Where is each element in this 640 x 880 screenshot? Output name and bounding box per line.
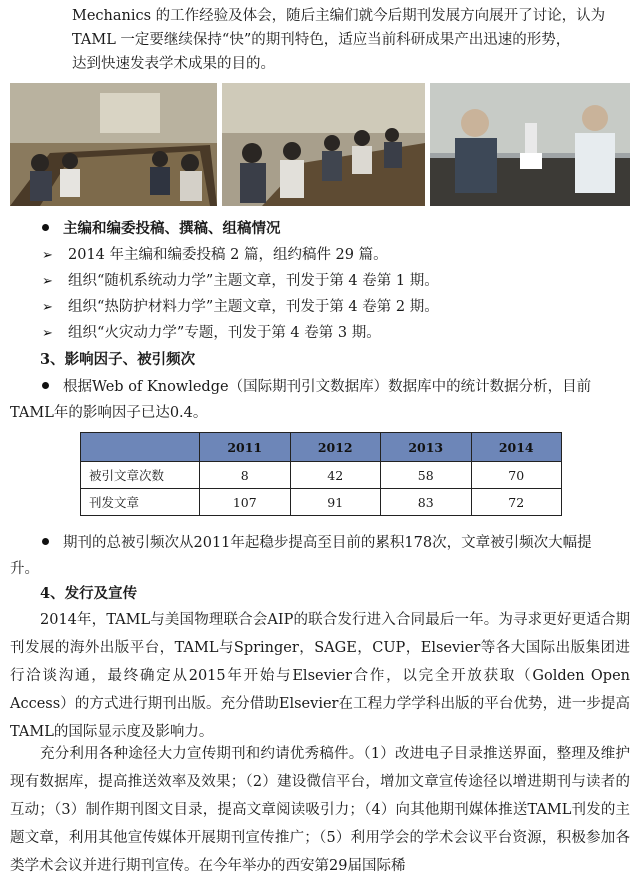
- section-3-heading: 3、影响因子、被引频次: [40, 351, 196, 368]
- editors-conversation-photo: [430, 83, 630, 206]
- meeting-room-photo: [10, 83, 217, 206]
- table-row-label: 刊发文章: [81, 489, 200, 516]
- bullet-icon: [42, 382, 49, 389]
- arrow-bullet-icon: ➢: [42, 248, 53, 263]
- section-4-paragraph-1: 2014年，TAML与美国物理联合会AIP的联合发行进入合同最后一年。为寻求更好更适合期刊发展的海外出版平台，TAML与Springer，SAGE，CUP，Elsevier等各大国际出版集团进行洽谈沟通，最终确定从2015年开始与Elsevier合作，以完全开放获取（Golden Open Access）的方式进行期刊出版。充分借助Elsevier在工程力学学科出版的平台优势，进一步提高TAML的国际显示度及影响力。: [10, 612, 630, 740]
- intro-line-3: 达到快速发表学术成果的目的。: [72, 56, 275, 72]
- table-header-cell: 2014: [471, 433, 562, 462]
- table-cell: 42: [290, 462, 381, 489]
- arrow-bullet-icon: ➢: [42, 300, 53, 315]
- table-row: [81, 489, 562, 516]
- intro-line-1: Mechanics 的工作经验及体会，随后主编们就今后期刊发展方向展开了讨论，认为: [72, 8, 606, 24]
- table-header-cell: 2011: [200, 433, 291, 462]
- table-header-cell: 2012: [290, 433, 381, 462]
- section-3-bullet-line-1: 根据Web of Knowledge（国际期刊引文数据库）数据库中的统计数据分析，目前: [42, 377, 591, 397]
- bullet-icon: [42, 538, 49, 545]
- discussion-photo: [222, 83, 425, 206]
- table-row-label: 被引文章次数: [81, 462, 200, 489]
- arrow-bullet-icon: ➢: [42, 326, 53, 341]
- table-header-cell: [81, 433, 200, 462]
- table-header-row: [81, 433, 562, 462]
- table-cell: 107: [200, 489, 291, 516]
- bullet-icon: [42, 224, 49, 231]
- list-item: ➢ 组织“热防护材料力学”主题文章，刊发于第 4 卷第 2 期。: [42, 297, 439, 318]
- section-3-bullet-line-2: TAML年的影响因子已达0.4。: [10, 405, 208, 421]
- intro-line-2: TAML 一定要继续保持“快”的期刊特色，适应当前科研成果产出迅速的形势，: [72, 32, 571, 48]
- citation-stats-table: [80, 432, 562, 516]
- list-item: ➢ 2014 年主编和编委投稿 2 篇，组约稿件 29 篇。: [42, 245, 388, 266]
- table-cell: 8: [200, 462, 291, 489]
- section-4-heading: 4、发行及宣传: [40, 585, 138, 602]
- section-3-after-line-1: 期刊的总被引频次从2011年起稳步提高至目前的累积178次，文章被引频次大幅提: [42, 533, 592, 553]
- list-item: ➢ 组织“随机系统动力学”主题文章，刊发于第 4 卷第 1 期。: [42, 271, 439, 292]
- table-header-cell: 2013: [381, 433, 472, 462]
- section-contrib-heading: 主编和编委投稿、撰稿、组稿情况: [42, 219, 281, 239]
- arrow-bullet-icon: ➢: [42, 274, 53, 289]
- list-item: ➢ 组织“火灾动力学”专题，刊发于第 4 卷第 3 期。: [42, 323, 381, 344]
- table-cell: 72: [471, 489, 562, 516]
- section-4-paragraph-2: 充分利用各种途径大力宣传期刊和约请优秀稿件。（1）改进电子目录推送界面，整理及维护现有数据库，提高推送效率及效果；（2）建设微信平台，增加文章宣传途径以增进期刊与读者的互动；（3）制作期刊图文目录，提高文章阅读吸引力；（4）向其他期刊媒体推送TAML刊发的主题文章，利用其他宣传媒体开展期刊宣传推广；（5）利用学会的学术会议平台资源，积极参加各类学术会议并进行期刊宣传。在今年举办的西安第29届国际稀: [10, 746, 630, 874]
- table-cell: 83: [381, 489, 472, 516]
- table-row: [81, 462, 562, 489]
- section-3-after-line-2: 升。: [10, 561, 39, 577]
- table-cell: 70: [471, 462, 562, 489]
- table-cell: 58: [381, 462, 472, 489]
- table-cell: 91: [290, 489, 381, 516]
